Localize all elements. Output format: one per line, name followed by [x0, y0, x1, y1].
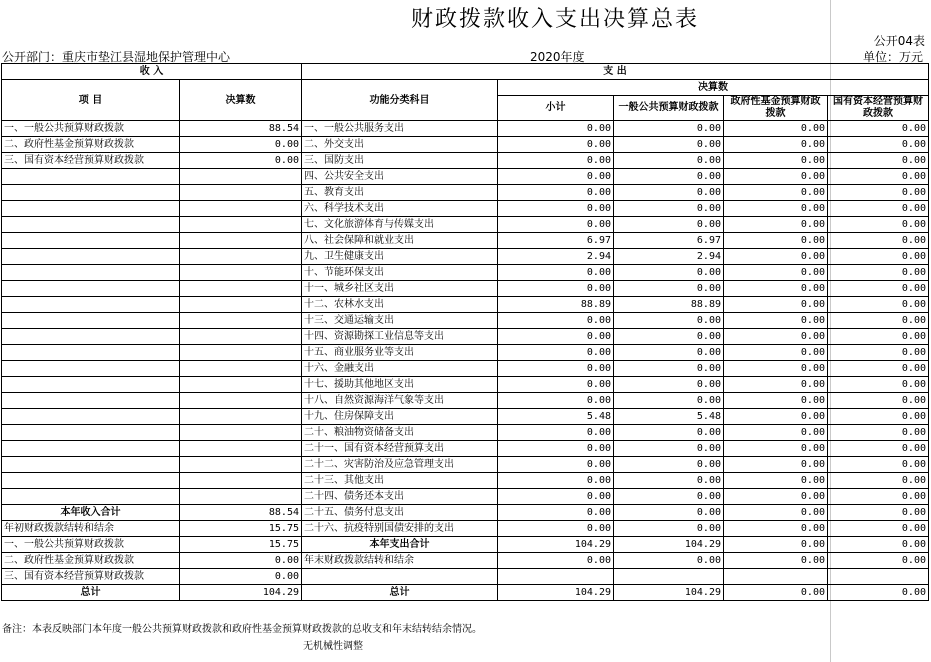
- function-item-cell[interactable]: 二十二、灾害防治及应急管理支出: [302, 457, 498, 473]
- income-amount-cell[interactable]: [180, 313, 302, 329]
- subtotal-cell[interactable]: 0.00: [498, 553, 614, 569]
- table-row: [2, 441, 929, 457]
- subtotal-cell[interactable]: 0.00: [498, 137, 614, 153]
- function-item-cell[interactable]: 二十三、其他支出: [302, 473, 498, 489]
- general-budget-cell[interactable]: 6.97: [614, 233, 724, 249]
- income-amount-cell[interactable]: [180, 217, 302, 233]
- income-item-cell[interactable]: [2, 489, 180, 505]
- subtotal-header: 小计: [498, 96, 614, 121]
- income-amount-cell[interactable]: [180, 201, 302, 217]
- gov-fund-cell[interactable]: 0.00: [724, 473, 828, 489]
- table-row: [2, 153, 929, 169]
- table-row: [2, 377, 929, 393]
- table-row: [2, 265, 929, 281]
- income-item-cell[interactable]: [2, 185, 180, 201]
- general-budget-cell[interactable]: 104.29: [614, 585, 724, 601]
- subtotal-cell[interactable]: 0.00: [498, 313, 614, 329]
- gov-fund-cell[interactable]: 0.00: [724, 345, 828, 361]
- state-capital-cell[interactable]: [828, 569, 929, 585]
- table-row: [2, 489, 929, 505]
- general-budget-cell[interactable]: 0.00: [614, 153, 724, 169]
- function-item-cell[interactable]: 二十五、债务付息支出: [302, 505, 498, 521]
- table-row: [2, 457, 929, 473]
- gov-fund-cell[interactable]: 0.00: [724, 169, 828, 185]
- gov-fund-cell[interactable]: 0.00: [724, 425, 828, 441]
- gov-fund-cell[interactable]: 0.00: [724, 393, 828, 409]
- amount-header: 决算数: [180, 80, 302, 121]
- function-item-cell[interactable]: 十六、金融支出: [302, 361, 498, 377]
- state-capital-cell[interactable]: 0.00: [828, 409, 929, 425]
- budget-table: [1, 63, 929, 601]
- subtotal-cell[interactable]: 6.97: [498, 233, 614, 249]
- subtotal-cell[interactable]: 104.29: [498, 537, 614, 553]
- function-item-cell[interactable]: 年末财政拨款结转和结余: [302, 553, 498, 569]
- gov-fund-cell[interactable]: 0.00: [724, 201, 828, 217]
- report-meta: [2, 48, 927, 64]
- income-item-cell[interactable]: 一、一般公共预算财政拨款: [2, 537, 180, 553]
- table-row: [2, 201, 929, 217]
- general-budget-cell[interactable]: 0.00: [614, 425, 724, 441]
- function-item-cell[interactable]: 二、外交支出: [302, 137, 498, 153]
- state-capital-cell[interactable]: 0.00: [828, 281, 929, 297]
- general-budget-cell[interactable]: 2.94: [614, 249, 724, 265]
- function-item-cell[interactable]: 六、科学技术支出: [302, 201, 498, 217]
- income-amount-cell[interactable]: [180, 473, 302, 489]
- table-row: [2, 297, 929, 313]
- income-item-cell[interactable]: 二、政府性基金预算财政拨款: [2, 553, 180, 569]
- gov-fund-cell[interactable]: 0.00: [724, 585, 828, 601]
- general-budget-cell[interactable]: 0.00: [614, 345, 724, 361]
- state-capital-cell[interactable]: 0.00: [828, 169, 929, 185]
- gov-fund-cell[interactable]: 0.00: [724, 553, 828, 569]
- general-budget-cell[interactable]: 0.00: [614, 185, 724, 201]
- state-capital-cell[interactable]: 0.00: [828, 265, 929, 281]
- function-item-cell[interactable]: 五、教育支出: [302, 185, 498, 201]
- general-budget-cell[interactable]: 0.00: [614, 137, 724, 153]
- subtotal-cell[interactable]: 0.00: [498, 377, 614, 393]
- general-budget-cell[interactable]: 5.48: [614, 409, 724, 425]
- table-row: [2, 313, 929, 329]
- general-budget-cell[interactable]: 0.00: [614, 473, 724, 489]
- general-budget-cell[interactable]: 88.89: [614, 297, 724, 313]
- table-row: [2, 281, 929, 297]
- function-item-cell[interactable]: 二十、粮油物资储备支出: [302, 425, 498, 441]
- function-item-cell[interactable]: 四、公共安全支出: [302, 169, 498, 185]
- header-row-1: [2, 64, 929, 80]
- income-item-cell[interactable]: [2, 425, 180, 441]
- gov-fund-cell[interactable]: 0.00: [724, 457, 828, 473]
- subtotal-cell[interactable]: 0.00: [498, 345, 614, 361]
- function-item-cell[interactable]: 十四、资源勘探工业信息等支出: [302, 329, 498, 345]
- income-item-cell[interactable]: [2, 281, 180, 297]
- table-row: [2, 121, 929, 137]
- gov-fund-cell[interactable]: 0.00: [724, 185, 828, 201]
- income-amount-cell[interactable]: 88.54: [180, 121, 302, 137]
- state-capital-cell[interactable]: 0.00: [828, 457, 929, 473]
- state-capital-cell[interactable]: 0.00: [828, 313, 929, 329]
- gov-fund-cell[interactable]: 0.00: [724, 217, 828, 233]
- function-item-cell[interactable]: 十二、农林水支出: [302, 297, 498, 313]
- state-capital-cell[interactable]: 0.00: [828, 505, 929, 521]
- table-row: [2, 393, 929, 409]
- gov-fund-cell[interactable]: 0.00: [724, 361, 828, 377]
- gov-fund-cell[interactable]: 0.00: [724, 265, 828, 281]
- table-row: [2, 233, 929, 249]
- table-row: [2, 505, 929, 521]
- general-budget-cell[interactable]: 0.00: [614, 121, 724, 137]
- income-amount-cell[interactable]: [180, 409, 302, 425]
- function-item-cell[interactable]: 二十六、抗疫特别国债安排的支出: [302, 521, 498, 537]
- header-row-2: [2, 80, 929, 96]
- general-budget-cell[interactable]: 0.00: [614, 265, 724, 281]
- state-capital-cell[interactable]: 0.00: [828, 297, 929, 313]
- general-budget-cell[interactable]: 0.00: [614, 313, 724, 329]
- income-item-cell[interactable]: 总计: [2, 585, 180, 601]
- general-budget-cell[interactable]: 0.00: [614, 441, 724, 457]
- gov-fund-cell[interactable]: 0.00: [724, 233, 828, 249]
- state-capital-cell[interactable]: 0.00: [828, 185, 929, 201]
- subtotal-cell[interactable]: 0.00: [498, 441, 614, 457]
- income-header: 收 入: [2, 64, 302, 80]
- general-budget-cell[interactable]: 0.00: [614, 553, 724, 569]
- income-item-cell[interactable]: [2, 393, 180, 409]
- income-item-cell[interactable]: [2, 233, 180, 249]
- table-row: [2, 521, 929, 537]
- income-item-cell[interactable]: 年初财政拨款结转和结余: [2, 521, 180, 537]
- subtotal-cell[interactable]: 0.00: [498, 185, 614, 201]
- subtotal-cell[interactable]: 0.00: [498, 121, 614, 137]
- subtotal-cell[interactable]: 0.00: [498, 425, 614, 441]
- department-label: 公开部门：重庆市垫江县湿地保护管理中心: [2, 50, 231, 64]
- function-item-cell[interactable]: 二十四、债务还本支出: [302, 489, 498, 505]
- table-code: 公开04表: [873, 34, 925, 48]
- general-budget-cell[interactable]: 0.00: [614, 281, 724, 297]
- income-item-cell[interactable]: [2, 377, 180, 393]
- subtotal-cell[interactable]: [498, 569, 614, 585]
- gov-fund-cell[interactable]: 0.00: [724, 329, 828, 345]
- income-item-cell[interactable]: 一、一般公共预算财政拨款: [2, 121, 180, 137]
- income-item-cell[interactable]: [2, 265, 180, 281]
- income-item-cell[interactable]: 三、国有资本经营预算财政拨款: [2, 153, 180, 169]
- income-amount-cell[interactable]: [180, 249, 302, 265]
- income-item-cell[interactable]: [2, 329, 180, 345]
- table-row: [2, 185, 929, 201]
- general-budget-cell[interactable]: [614, 569, 724, 585]
- gov-fund-cell[interactable]: 0.00: [724, 121, 828, 137]
- income-item-cell[interactable]: [2, 169, 180, 185]
- income-amount-cell[interactable]: 0.00: [180, 569, 302, 585]
- income-item-cell[interactable]: 三、国有资本经营预算财政拨款: [2, 569, 180, 585]
- general-budget-cell[interactable]: 0.00: [614, 393, 724, 409]
- income-item-cell[interactable]: [2, 217, 180, 233]
- income-item-cell[interactable]: [2, 297, 180, 313]
- income-amount-cell[interactable]: [180, 361, 302, 377]
- subtotal-cell[interactable]: 0.00: [498, 457, 614, 473]
- state-capital-header: 国有资本经营预算财政拨款: [828, 96, 929, 121]
- income-amount-cell[interactable]: 0.00: [180, 553, 302, 569]
- general-budget-cell[interactable]: 104.29: [614, 537, 724, 553]
- income-item-cell[interactable]: [2, 473, 180, 489]
- income-item-cell[interactable]: [2, 201, 180, 217]
- subtotal-cell[interactable]: 0.00: [498, 281, 614, 297]
- state-capital-cell[interactable]: 0.00: [828, 201, 929, 217]
- state-capital-cell[interactable]: 0.00: [828, 137, 929, 153]
- general-budget-cell[interactable]: 0.00: [614, 521, 724, 537]
- table-row: [2, 361, 929, 377]
- state-capital-cell[interactable]: 0.00: [828, 441, 929, 457]
- gov-fund-cell[interactable]: 0.00: [724, 489, 828, 505]
- state-capital-cell[interactable]: 0.00: [828, 121, 929, 137]
- income-amount-cell[interactable]: 0.00: [180, 153, 302, 169]
- gov-fund-header: 政府性基金预算财政拨款: [724, 96, 828, 121]
- state-capital-cell[interactable]: 0.00: [828, 489, 929, 505]
- income-amount-cell[interactable]: [180, 377, 302, 393]
- income-amount-cell[interactable]: 104.29: [180, 585, 302, 601]
- function-item-cell[interactable]: 十七、援助其他地区支出: [302, 377, 498, 393]
- function-item-cell[interactable]: 十一、城乡社区支出: [302, 281, 498, 297]
- state-capital-cell[interactable]: 0.00: [828, 585, 929, 601]
- general-budget-cell[interactable]: 0.00: [614, 361, 724, 377]
- subtotal-cell[interactable]: 0.00: [498, 489, 614, 505]
- income-amount-cell[interactable]: [180, 457, 302, 473]
- function-item-cell[interactable]: 本年支出合计: [302, 537, 498, 553]
- state-capital-cell[interactable]: 0.00: [828, 377, 929, 393]
- gov-fund-cell[interactable]: 0.00: [724, 409, 828, 425]
- state-capital-cell[interactable]: 0.00: [828, 521, 929, 537]
- general-budget-cell[interactable]: 0.00: [614, 505, 724, 521]
- gov-fund-cell[interactable]: 0.00: [724, 281, 828, 297]
- general-budget-header: 一般公共预算财政拨款: [614, 96, 724, 121]
- income-amount-cell[interactable]: 15.75: [180, 521, 302, 537]
- state-capital-cell[interactable]: 0.00: [828, 553, 929, 569]
- function-item-cell[interactable]: 十八、自然资源海洋气象等支出: [302, 393, 498, 409]
- general-budget-cell[interactable]: 0.00: [614, 201, 724, 217]
- item-header: 项 目: [2, 80, 180, 121]
- state-capital-cell[interactable]: 0.00: [828, 217, 929, 233]
- subtotal-cell[interactable]: 0.00: [498, 505, 614, 521]
- subtotal-cell[interactable]: 0.00: [498, 201, 614, 217]
- table-row: [2, 585, 929, 601]
- income-item-cell[interactable]: [2, 345, 180, 361]
- general-budget-cell[interactable]: 0.00: [614, 489, 724, 505]
- state-capital-cell[interactable]: 0.00: [828, 329, 929, 345]
- state-capital-cell[interactable]: 0.00: [828, 153, 929, 169]
- subtotal-cell[interactable]: 0.00: [498, 393, 614, 409]
- general-budget-cell[interactable]: 0.00: [614, 457, 724, 473]
- function-item-cell[interactable]: 二十一、国有资本经营预算支出: [302, 441, 498, 457]
- general-budget-cell[interactable]: 0.00: [614, 329, 724, 345]
- gov-fund-cell[interactable]: 0.00: [724, 313, 828, 329]
- income-item-cell[interactable]: [2, 441, 180, 457]
- table-row: [2, 249, 929, 265]
- gov-fund-cell[interactable]: 0.00: [724, 505, 828, 521]
- gov-fund-cell[interactable]: 0.00: [724, 537, 828, 553]
- function-item-cell[interactable]: 十三、交通运输支出: [302, 313, 498, 329]
- gov-fund-cell[interactable]: [724, 569, 828, 585]
- income-amount-cell[interactable]: [180, 425, 302, 441]
- table-row: [2, 553, 929, 569]
- func-header: 功能分类科目: [302, 80, 498, 121]
- income-amount-cell[interactable]: [180, 233, 302, 249]
- table-row: [2, 425, 929, 441]
- final-header: 决算数: [498, 80, 929, 96]
- subtotal-cell[interactable]: 0.00: [498, 361, 614, 377]
- subtotal-cell[interactable]: 0.00: [498, 217, 614, 233]
- state-capital-cell[interactable]: 0.00: [828, 537, 929, 553]
- income-amount-cell[interactable]: [180, 441, 302, 457]
- table-note: 备注：本表反映部门本年度一般公共预算财政拨款和政府性基金预算财政拨款的总收支和年末结转结余情况。: [2, 624, 482, 635]
- table-row: [2, 137, 929, 153]
- state-capital-cell[interactable]: 0.00: [828, 249, 929, 265]
- income-amount-cell[interactable]: [180, 297, 302, 313]
- subtotal-cell[interactable]: 104.29: [498, 585, 614, 601]
- subtotal-cell[interactable]: 0.00: [498, 153, 614, 169]
- expense-header: 支 出: [302, 64, 929, 80]
- unit-label: 单位：万元: [862, 50, 923, 64]
- general-budget-cell[interactable]: 0.00: [614, 169, 724, 185]
- function-item-cell[interactable]: 九、卫生健康支出: [302, 249, 498, 265]
- income-amount-cell[interactable]: 88.54: [180, 505, 302, 521]
- function-item-cell[interactable]: 总计: [302, 585, 498, 601]
- function-item-cell[interactable]: 一、一般公共服务支出: [302, 121, 498, 137]
- general-budget-cell[interactable]: 0.00: [614, 377, 724, 393]
- subtotal-cell[interactable]: 2.94: [498, 249, 614, 265]
- income-amount-cell[interactable]: [180, 169, 302, 185]
- function-item-cell[interactable]: 十五、商业服务业等支出: [302, 345, 498, 361]
- gov-fund-cell[interactable]: 0.00: [724, 441, 828, 457]
- income-item-cell[interactable]: [2, 457, 180, 473]
- gov-fund-cell[interactable]: 0.00: [724, 249, 828, 265]
- subtotal-cell[interactable]: 0.00: [498, 473, 614, 489]
- subtotal-cell[interactable]: 0.00: [498, 169, 614, 185]
- function-item-cell[interactable]: 十、节能环保支出: [302, 265, 498, 281]
- function-item-cell[interactable]: 十九、住房保障支出: [302, 409, 498, 425]
- income-item-cell[interactable]: [2, 409, 180, 425]
- table-row: [2, 345, 929, 361]
- income-amount-cell[interactable]: 15.75: [180, 537, 302, 553]
- income-amount-cell[interactable]: [180, 265, 302, 281]
- state-capital-cell[interactable]: 0.00: [828, 345, 929, 361]
- income-amount-cell[interactable]: [180, 185, 302, 201]
- income-item-cell[interactable]: [2, 313, 180, 329]
- income-amount-cell[interactable]: [180, 329, 302, 345]
- gov-fund-cell[interactable]: 0.00: [724, 297, 828, 313]
- table-row: [2, 169, 929, 185]
- table-row: [2, 537, 929, 553]
- table-row: [2, 473, 929, 489]
- income-amount-cell[interactable]: [180, 393, 302, 409]
- income-amount-cell[interactable]: 0.00: [180, 137, 302, 153]
- state-capital-cell[interactable]: 0.00: [828, 393, 929, 409]
- function-item-cell[interactable]: [302, 569, 498, 585]
- income-amount-cell[interactable]: [180, 345, 302, 361]
- subtotal-cell[interactable]: 0.00: [498, 329, 614, 345]
- function-item-cell[interactable]: 三、国防支出: [302, 153, 498, 169]
- subtotal-cell[interactable]: 0.00: [498, 521, 614, 537]
- fiscal-year: 2020年度: [530, 50, 585, 64]
- state-capital-cell[interactable]: 0.00: [828, 361, 929, 377]
- gov-fund-cell[interactable]: 0.00: [724, 521, 828, 537]
- footer-text: 无机械性调整: [303, 641, 363, 652]
- state-capital-cell[interactable]: 0.00: [828, 233, 929, 249]
- gov-fund-cell[interactable]: 0.00: [724, 377, 828, 393]
- subtotal-cell[interactable]: 0.00: [498, 265, 614, 281]
- table-row: [2, 409, 929, 425]
- income-amount-cell[interactable]: [180, 281, 302, 297]
- income-amount-cell[interactable]: [180, 489, 302, 505]
- income-item-cell[interactable]: 本年收入合计: [2, 505, 180, 521]
- state-capital-cell[interactable]: 0.00: [828, 473, 929, 489]
- table-row: [2, 217, 929, 233]
- table-row: [2, 569, 929, 585]
- income-item-cell[interactable]: [2, 249, 180, 265]
- function-item-cell[interactable]: 七、文化旅游体育与传媒支出: [302, 217, 498, 233]
- gov-fund-cell[interactable]: 0.00: [724, 153, 828, 169]
- report-title: 财政拨款收入支出决算总表: [410, 7, 699, 32]
- function-item-cell[interactable]: 八、社会保障和就业支出: [302, 233, 498, 249]
- subtotal-cell[interactable]: 5.48: [498, 409, 614, 425]
- general-budget-cell[interactable]: 0.00: [614, 217, 724, 233]
- income-item-cell[interactable]: [2, 361, 180, 377]
- income-item-cell[interactable]: 二、政府性基金预算财政拨款: [2, 137, 180, 153]
- gov-fund-cell[interactable]: 0.00: [724, 137, 828, 153]
- table-row: [2, 329, 929, 345]
- state-capital-cell[interactable]: 0.00: [828, 425, 929, 441]
- subtotal-cell[interactable]: 88.89: [498, 297, 614, 313]
